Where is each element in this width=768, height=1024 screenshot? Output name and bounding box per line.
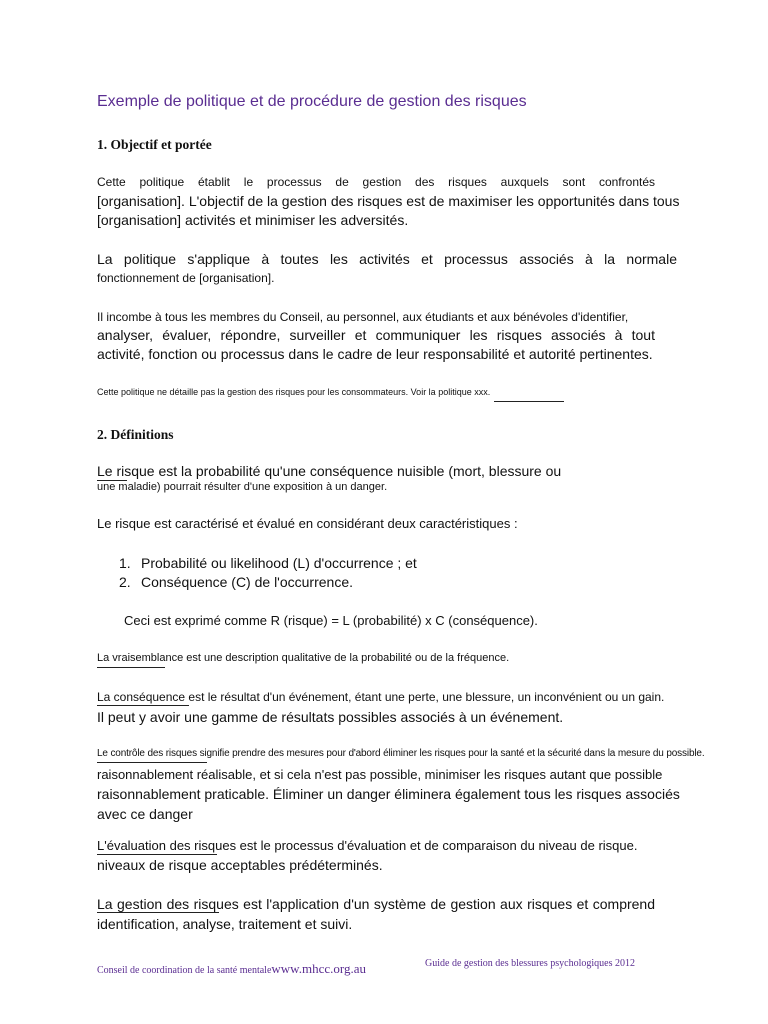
risk-definition-line-1: Le risque est la probabilité qu'une conséquence nuisible (mort, blessure ou bbox=[97, 463, 562, 479]
footer-url[interactable]: www.mhcc.org.au bbox=[271, 961, 366, 976]
formula: Ceci est exprimé comme R (risque) = L (probabilité) x C (conséquence). bbox=[124, 613, 538, 628]
section-1-heading: 1. Objectif et portée bbox=[97, 137, 212, 152]
control-line-2: raisonnablement réalisable, et si cela n'est pas possible, minimiser les risques autant que possible bbox=[97, 767, 663, 782]
likelihood-underline bbox=[97, 667, 165, 668]
control-line-1: Le contrôle des risques signifie prendre des mesures pour d'abord éliminer les risques pour la santé et la sécurité dans la mesure du possible. bbox=[97, 748, 705, 759]
footer-guide-title: Guide de gestion des blessures psychologiques 2012 bbox=[425, 958, 635, 969]
evaluation-underline bbox=[97, 854, 217, 855]
list-number: 1. bbox=[119, 555, 131, 571]
list-text: Probabilité ou likelihood (L) d'occurrence ; et bbox=[141, 555, 417, 571]
paragraph-2-line-2: fonctionnement de [organisation]. bbox=[97, 271, 275, 285]
list-item bbox=[119, 574, 353, 590]
consequence-line-2: Il peut y avoir une gamme de résultats possibles associés à un événement. bbox=[97, 709, 564, 725]
footer-org-name: Conseil de coordination de la santé mentale bbox=[97, 965, 272, 976]
control-underline bbox=[97, 762, 207, 763]
likelihood-definition: La vraisemblance est une description qualitative de la probabilité ou de la fréquence. bbox=[97, 652, 510, 664]
evaluation-line-1: L'évaluation des risques est le processus d'évaluation et de comparaison du niveau de risque. bbox=[97, 838, 638, 853]
management-line-1: La gestion des risques est l'application d'un système de gestion aux risques et comprend bbox=[97, 896, 655, 912]
risk-characteristics: Le risque est caractérisé et évalué en considérant deux caractéristiques : bbox=[97, 516, 518, 531]
paragraph-3-line-1: Il incombe à tous les membres du Conseil, au personnel, aux étudiants et aux bénévoles d'identifier, bbox=[97, 310, 629, 324]
paragraph-3-line-2: analyser, évaluer, répondre, surveiller et communiquer les risques associés à tout bbox=[97, 327, 655, 343]
consequence-line-1: La conséquence est le résultat d'un événement, étant une perte, une blessure, un inconvénient ou un gain. bbox=[97, 690, 665, 704]
paragraph-3-line-3: activité, fonction ou processus dans le cadre de leur responsabilité et autorité pertinentes. bbox=[97, 346, 653, 362]
list-number: 2. bbox=[119, 574, 131, 590]
management-line-2: identification, analyse, traitement et suivi. bbox=[97, 916, 353, 932]
evaluation-line-2: niveaux de risque acceptables prédéterminés. bbox=[97, 857, 383, 873]
list-item bbox=[119, 555, 417, 571]
risk-definition-line-2: une maladie) pourrait résulter d'une exposition à un danger. bbox=[97, 481, 388, 493]
management-underline bbox=[97, 912, 219, 913]
paragraph-2-line-1: La politique s'applique à toutes les activités et processus associés à la normale bbox=[97, 251, 677, 267]
consequence-underline bbox=[97, 705, 189, 706]
paragraph-4: Cette politique ne détaille pas la gestion des risques pour les consommateurs. Voir la politique xxx. bbox=[97, 387, 491, 397]
page-title: Exemple de politique et de procédure de gestion des risques bbox=[97, 93, 527, 110]
paragraph-1-line-2: [organisation]. L'objectif de la gestion des risques est de maximiser les opportunités dans tous bbox=[97, 193, 680, 209]
control-line-3: raisonnablement praticable. Éliminer un danger éliminera également tous les risques associés bbox=[97, 786, 680, 802]
section-2-heading: 2. Définitions bbox=[97, 427, 174, 442]
politique-underline bbox=[494, 401, 564, 402]
control-line-4: avec ce danger bbox=[97, 806, 193, 822]
footer-organization bbox=[97, 961, 366, 977]
paragraph-1-line-3: [organisation] activités et minimiser les adversités. bbox=[97, 212, 409, 228]
paragraph-1-line-1: Cette politique établit le processus de gestion des risques auxquels sont confrontés bbox=[97, 175, 655, 189]
list-text: Conséquence (C) de l'occurrence. bbox=[141, 574, 354, 590]
